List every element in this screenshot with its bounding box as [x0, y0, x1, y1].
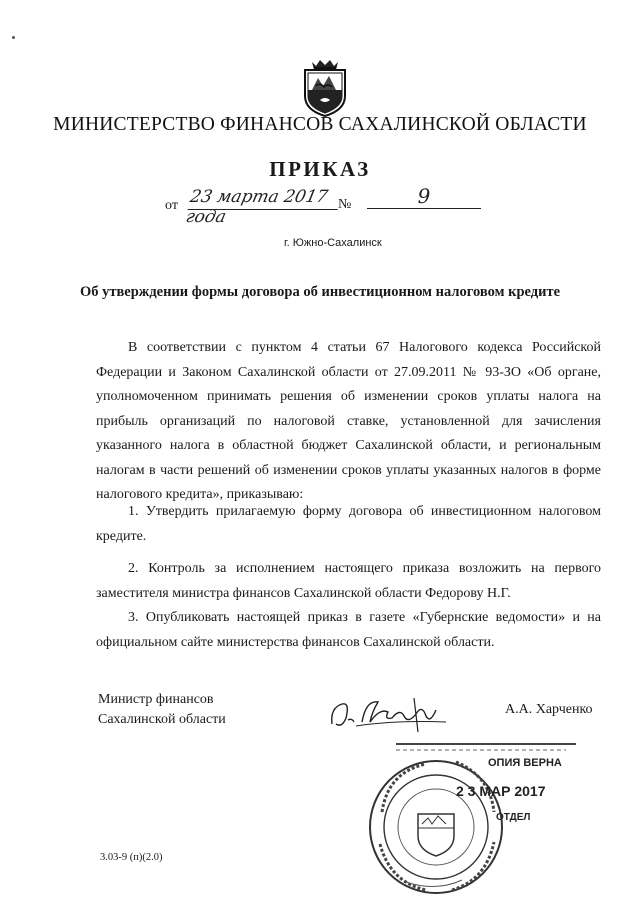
coat-of-arms-icon [302, 56, 348, 118]
order-subject: Об утверждении формы договора об инвестиционном налоговом кредите [79, 284, 561, 300]
date-prefix: от [165, 198, 178, 213]
stamp-date: 2 3 МАР 2017 [456, 783, 546, 799]
position-line-2: Сахалинской области [98, 712, 226, 727]
handwritten-number: 9 [367, 186, 481, 209]
signatory-position [98, 690, 226, 730]
body-paragraph-item-1: 1. Утвердить прилагаемую форму договора об инвестиционном налоговом кредите. [96, 504, 601, 544]
document-type-title: ПРИКАЗ [269, 157, 371, 181]
stamp-dept-text: ОТДЕЛ [496, 812, 531, 823]
body-paragraph-item-2: 2. Контроль за исполнением настоящего приказа возложить на первого заместителя министра финансов Сахалинской области Федорову Н.Г. [96, 561, 601, 601]
stamp-copy-text: ОПИЯ ВЕРНА [488, 757, 562, 769]
number-label: № [338, 197, 352, 212]
ministry-title: МИНИСТЕРСТВО ФИНАНСОВ САХАЛИНСКОЙ ОБЛАСТИ [53, 114, 587, 135]
signatory-name: А.А. Харченко [505, 702, 593, 717]
handwritten-signature [326, 690, 456, 734]
position-line-1: Министр финансов [98, 692, 214, 707]
form-code: 3.03-9 (п)(2.0) [100, 852, 163, 863]
city-line: г. Южно-Сахалинск [284, 237, 382, 249]
scan-speck [12, 36, 15, 39]
body-paragraph-item-3: 3. Опубликовать настоящей приказ в газете «Губернские ведомости» и на официальном сайте министерства финансов Сахалинской области. [96, 610, 601, 650]
handwritten-date: 23 марта 2017 года [188, 187, 343, 210]
body-paragraph-preamble: В соответствии с пунктом 4 статьи 67 Налогового кодекса Российской Федерации и Законом Сахалинской области от 27.09.2011 № 93-ЗО «Об органе, уполномоченном принимать решения об изменении сроков уплаты налога на прибыль организаций по налоговой ставке, установленной для зачисления указанного налога в областной бюджет Сахалинской области, и региональным налогам в части решений об изменении сроков уплаты указанных налогов в форме налогового кредита», приказываю: [96, 340, 601, 502]
official-stamp [366, 732, 596, 902]
